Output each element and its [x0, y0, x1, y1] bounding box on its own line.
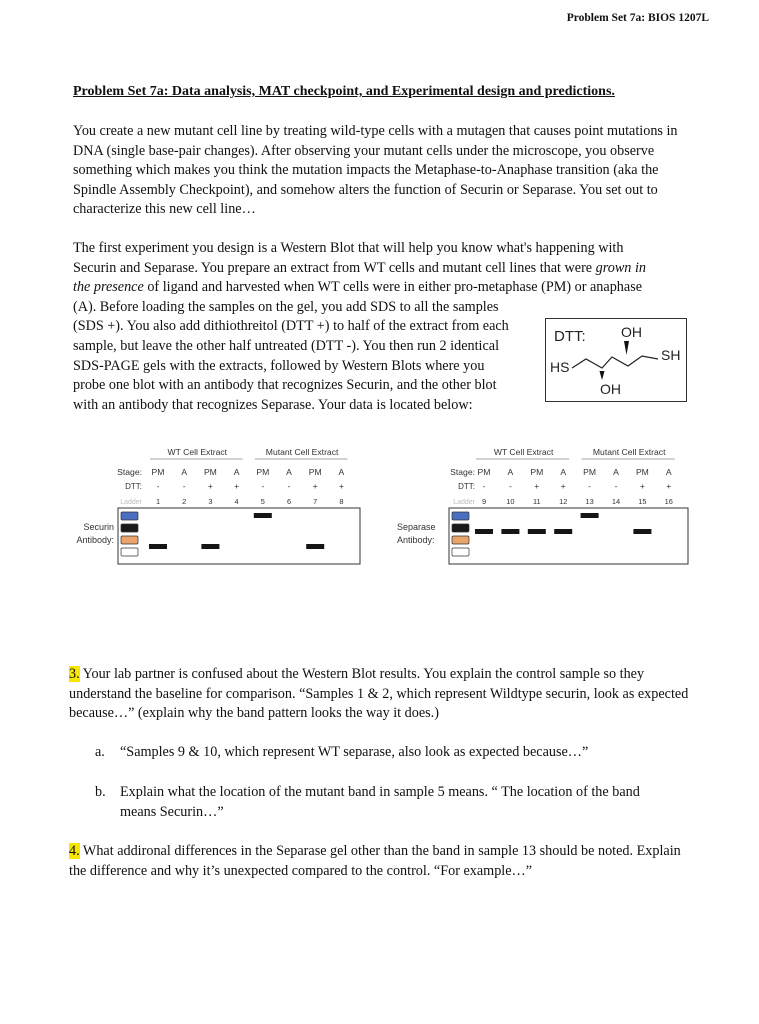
lane-number-label: 1 — [155, 497, 161, 506]
gel-outline — [118, 508, 360, 564]
blot-band — [475, 529, 493, 534]
lane-number-label: 11 — [532, 497, 541, 506]
dtt-tick-label: + — [639, 481, 645, 491]
page-title: Problem Set 7a: Data analysis, MAT checkpoint, and Experimental design and predictions. — [73, 84, 615, 99]
dtt-wedge-down — [600, 371, 605, 380]
blot-band — [306, 544, 324, 549]
lane-number-label: 16 — [664, 497, 673, 506]
blot-band — [528, 529, 546, 534]
stage-tick-label: PM — [635, 467, 649, 477]
experiment-line: (SDS +). You also add dithiothreitol (DTT +) to half of the extract from each — [73, 318, 509, 335]
antibody-label-line1: Separase — [397, 522, 436, 532]
lane-number-label: 12 — [559, 497, 568, 506]
ladder-label: Ladder — [120, 499, 142, 506]
blot-band — [254, 513, 272, 518]
stage-tick-label: A — [233, 467, 240, 477]
lane-number-label: 8 — [339, 497, 344, 506]
question-3-number: 3. — [69, 666, 80, 682]
lane-number-label: 4 — [234, 497, 239, 506]
dtt-tick-label: - — [287, 481, 291, 491]
blot-band — [554, 529, 572, 534]
separase-western-blot — [393, 442, 693, 577]
securin-western-blot — [68, 442, 368, 577]
question-3a-marker: a. — [95, 744, 105, 760]
dtt-sh: SH — [661, 347, 681, 363]
question-3a-text: “Samples 9 & 10, which represent WT separase, also look as expected because…” — [120, 744, 589, 760]
stage-tick-label: PM — [308, 467, 322, 477]
ladder-marker-band — [452, 524, 469, 532]
stage-tick-label: PM — [477, 467, 491, 477]
dtt-tick-label: + — [312, 481, 318, 491]
dtt-tick-label: - — [182, 481, 186, 491]
stage-tick-label: A — [665, 467, 672, 477]
dtt-tick-label: - — [261, 481, 265, 491]
page-header: Problem Set 7a: BIOS 1207L — [566, 12, 709, 24]
wt-extract-header: WT Cell Extract — [167, 447, 228, 457]
question-3a — [95, 743, 588, 763]
lane-number-label: 5 — [260, 497, 265, 506]
mutant-extract-header: Mutant Cell Extract — [592, 447, 666, 457]
blot-band — [501, 529, 519, 534]
stage-tick-label: A — [338, 467, 345, 477]
antibody-label-line2: Antibody: — [76, 535, 114, 545]
antibody-label-line2: Antibody: — [397, 535, 435, 545]
gel-outline — [449, 508, 688, 564]
intro-paragraph: You create a new mutant cell line by treating wild-type cells with a mutagen that causes point mutations in DNA (single base-pair changes). After observing your mutant cells under the microscope, you observe something which makes you think the mutation impacts the Metaphase-to-Anaphase transition (aka the Spindle Assembly Checkpoint), and somehow alters the function of Securin or Separase. You set out to characterize this new cell line… — [73, 123, 678, 218]
stage-tick-label: PM — [256, 467, 270, 477]
dtt-row-label: DTT: — [125, 482, 142, 491]
question-4-text: What addironal differences in the Separase gel other than the band in sample 13 should be noted. Explain the difference and why it’s unexpected compared to the control. “For example…” — [69, 843, 681, 879]
dtt-row-label: DTT: — [458, 482, 475, 491]
question-3b-text: Explain what the location of the mutant band in sample 5 means. “ The location of the band — [120, 784, 640, 800]
dtt-tick-label: - — [482, 481, 486, 491]
dtt-tick-label: - — [156, 481, 160, 491]
question-4 — [69, 842, 699, 881]
dtt-tick-label: + — [234, 481, 240, 491]
dtt-tick-label: + — [534, 481, 540, 491]
blot-band — [633, 529, 651, 534]
lane-number-label: 15 — [638, 497, 647, 506]
stage-label: Stage: — [450, 467, 475, 477]
blot-band — [149, 544, 167, 549]
ladder-marker-band — [121, 548, 138, 556]
dtt-tick-label: + — [560, 481, 566, 491]
lane-number-label: 14 — [611, 497, 621, 506]
question-4-number: 4. — [69, 843, 80, 859]
lane-number-label: 9 — [481, 497, 487, 506]
experiment-line: the presence of ligand and harvested when WT cells were in either pro-metaphase (PM) or anaphase — [73, 279, 643, 296]
question-3b-marker: b. — [95, 784, 106, 800]
experiment-line: sample, but leave the other half untreated (DTT -). You then run 2 identical — [73, 337, 500, 354]
dtt-hs: HS — [550, 359, 570, 375]
stage-tick-label: PM — [583, 467, 597, 477]
wt-extract-header: WT Cell Extract — [493, 447, 554, 457]
dtt-structure-svg — [546, 319, 686, 401]
dtt-oh-bottom: OH — [600, 381, 621, 397]
dtt-oh-top: OH — [621, 324, 642, 340]
dtt-backbone — [572, 356, 658, 368]
question-3b — [95, 783, 685, 822]
ladder-label: Ladder — [453, 499, 475, 506]
lane-number-label: 7 — [313, 497, 318, 506]
ladder-marker-band — [452, 548, 469, 556]
ladder-marker-band — [121, 512, 138, 520]
stage-tick-label: A — [560, 467, 567, 477]
experiment-line: (A). Before loading the samples on the gel, you add SDS to all the samples — [73, 298, 499, 315]
dtt-tick-label: + — [666, 481, 672, 491]
lane-number-label: 10 — [506, 497, 515, 506]
antibody-label-line1: Securin — [83, 522, 114, 532]
ladder-marker-band — [121, 536, 138, 544]
dtt-tick-label: + — [338, 481, 344, 491]
dtt-label: DTT: — [554, 328, 586, 345]
question-3 — [69, 665, 699, 724]
stage-tick-label: PM — [151, 467, 165, 477]
ladder-marker-band — [452, 536, 469, 544]
lane-number-label: 13 — [585, 497, 594, 506]
mutant-extract-header: Mutant Cell Extract — [265, 447, 339, 457]
lane-number-label: 2 — [182, 497, 187, 506]
dtt-tick-label: - — [508, 481, 512, 491]
stage-label: Stage: — [117, 467, 142, 477]
stage-tick-label: A — [181, 467, 188, 477]
stage-tick-label: A — [286, 467, 292, 477]
question-3-text: Your lab partner is confused about the Western Blot results. You explain the control sample so they understand the baseline for comparison. “Samples 1 & 2, which represent Wildtype securin, look as expected because…” (explain why the band pattern looks the way it does.) — [69, 666, 689, 722]
dtt-tick-label: + — [207, 481, 213, 491]
experiment-line: with an antibody that recognizes Separase. Your data is located below: — [73, 396, 473, 413]
dtt-structure-diagram — [545, 318, 687, 402]
stage-tick-label: PM — [530, 467, 544, 477]
dtt-tick-label: - — [588, 481, 592, 491]
stage-tick-label: A — [613, 467, 619, 477]
experiment-line: Securin and Separase. You prepare an extract from WT cells and mutant cell lines that were grown in — [73, 259, 646, 276]
experiment-line: The first experiment you design is a Western Blot that will help you know what's happening with — [73, 240, 624, 256]
experiment-line: probe one blot with an antibody that recognizes Securin, and the other blot — [73, 377, 497, 394]
stage-tick-label: A — [507, 467, 514, 477]
lane-number-label: 3 — [208, 497, 213, 506]
blot-band — [201, 544, 219, 549]
dtt-tick-label: - — [614, 481, 618, 491]
ladder-marker-band — [121, 524, 138, 532]
experiment-line: SDS-PAGE gels with the extracts, followed by Western Blots where you — [73, 357, 485, 374]
stage-tick-label: PM — [203, 467, 217, 477]
lane-number-label: 6 — [286, 497, 292, 506]
blot-band — [581, 513, 599, 518]
dtt-wedge-up — [624, 341, 629, 355]
ladder-marker-band — [452, 512, 469, 520]
question-3b-text-cont: means Securin…” — [120, 803, 224, 820]
